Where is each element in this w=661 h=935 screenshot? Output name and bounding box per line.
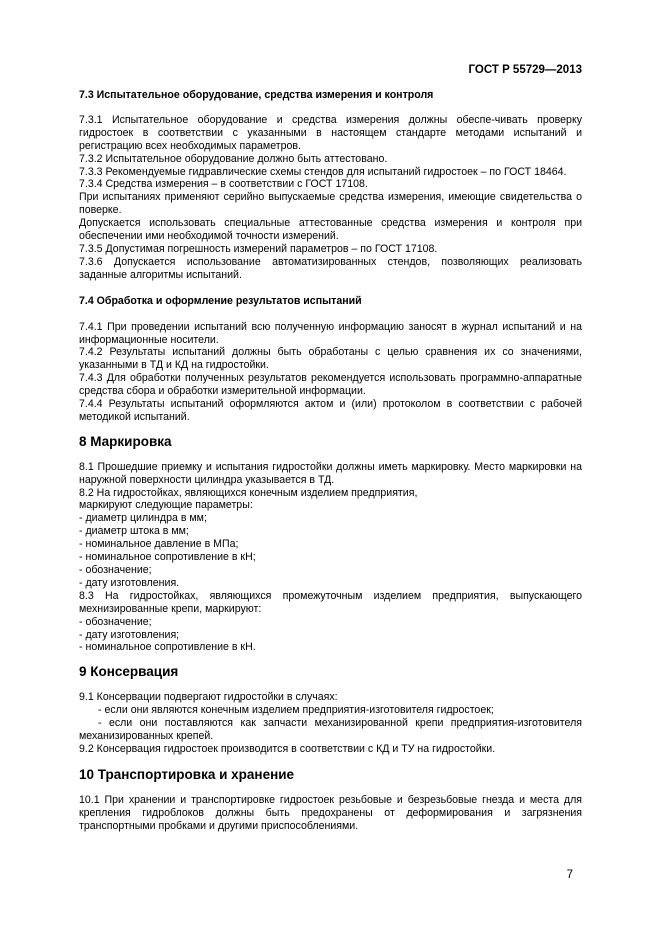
- paragraph-9-1-b-text: - если они поставляются как запчасти механизированной крепи предприятия-изготовителя механизированных крепей.: [79, 717, 582, 742]
- list-item: - номинальное сопротивление в кН.: [79, 641, 256, 654]
- paragraph-8-2-text: 8.2 На гидростойках, являющихся конечным изделием предприятия,: [79, 486, 418, 499]
- paragraph-7-4-2: [79, 346, 582, 372]
- paragraph-7-3-5-text: 7.3.5 Допустимая погрешность измерений параметров – по ГОСТ 17108.: [79, 242, 438, 255]
- paragraph-7-4-3-text: 7.4.3 Для обработки полученных результатов рекомендуется использовать программно-аппаратные средства сбора и обработки измерительной информации.: [79, 372, 582, 398]
- paragraph-7-3-3: [79, 166, 582, 179]
- section-10-title: 10 Транспортировка и хранение: [79, 766, 295, 782]
- paragraph-9-1-a-text: - если они являются конечным изделием предприятия-изготовителя гидростоек;: [98, 704, 494, 717]
- section-8-title: 8 Маркировка: [79, 433, 172, 449]
- subsection-7-3-title: 7.3 Испытательное оборудование, средства измерения и контроля: [79, 89, 434, 101]
- paragraph-7-3-3-text: 7.3.3 Рекомендуемые гидравлические схемы стендов для испытаний гидростоек – по ГОСТ 18464.: [79, 165, 567, 178]
- paragraph-7-4-2-text: 7.4.2 Результаты испытаний должны быть обработаны с целью сравнения их со значениями, указанными в ТД и КД на гидростойки.: [79, 346, 582, 372]
- list-item: - обозначение;: [79, 564, 152, 576]
- paragraph-7-4-1-text: 7.4.1 При проведении испытаний всю полученную информацию заносят в журнал испытаний и на информационные носители.: [79, 320, 582, 346]
- list-item: - обозначение;: [79, 615, 152, 628]
- list-item: - номинальное давление в МПа;: [79, 538, 239, 551]
- paragraph-7-3-4-a: [79, 191, 582, 217]
- paragraph-7-3-2-text: 7.3.2 Испытательное оборудование должно быть аттестовано.: [79, 152, 388, 165]
- paragraph-9-1: [79, 691, 582, 704]
- paragraph-8-3-text: 8.3 На гидростойках, являющихся промежуточным изделием предприятия, выпускающего мехнизированные крепи, маркируют:: [79, 589, 582, 615]
- paragraph-7-3-6: [79, 256, 582, 282]
- paragraph-10-1-text: 10.1 При хранении и транспортировке гидростоек резьбовые и безрезьбовые гнезда и места для крепления гидроблоков должны быть предохранены от деформирования и загрязнения транспортными пробками и другими приспособлениями.: [79, 793, 582, 832]
- paragraph-7-3-5: [79, 243, 582, 256]
- standard-header: ГОСТ Р 55729—2013: [468, 64, 582, 76]
- paragraph-7-3-4-b: [79, 217, 582, 243]
- paragraph-7-3-1: [79, 114, 582, 153]
- paragraph-9-2-text: 9.2 Консервация гидростоек производится в соответствии с КД и ТУ на гидростойки.: [79, 742, 496, 755]
- page-number: 7: [566, 869, 573, 881]
- list-item: - диаметр штока в мм;: [79, 525, 189, 538]
- list-item: - дату изготовления.: [79, 576, 180, 589]
- paragraph-8-2-a-text: маркируют следующие параметры:: [79, 499, 253, 512]
- paragraph-7-4-3: [79, 372, 582, 398]
- list-item: - диаметр цилиндра в мм;: [79, 512, 207, 525]
- document-body: [79, 86, 582, 832]
- list-item: - дату изготовления;: [79, 628, 180, 641]
- paragraph-8-3: [79, 590, 582, 616]
- list-item: - номинальное сопротивление в кН;: [79, 551, 256, 564]
- paragraph-9-1-text: 9.1 Консервации подвергают гидростойки в случаях:: [79, 691, 338, 704]
- paragraph-7-3-1-text: 7.3.1 Испытательное оборудование и средства измерения должны обеспе-чивать проверку гидростоек в соответствии с указанными в настоящем стандарте методами испытаний и регистрацию всех необходимых параметров.: [79, 113, 582, 152]
- paragraph-8-2-a: [79, 499, 582, 512]
- paragraph-7-4-4-text: 7.4.4 Результаты испытаний оформляются актом и (или) протоколом в соответствии с рабочей методикой испытаний.: [79, 398, 582, 423]
- paragraph-7-4-4: [79, 398, 582, 424]
- paragraph-7-3-2: [79, 153, 582, 166]
- section-9-title: 9 Консервация: [79, 664, 179, 680]
- paragraph-7-3-4-text: 7.3.4 Средства измерения – в соответствии с ГОСТ 17108.: [79, 178, 368, 191]
- paragraph-9-1-a: [79, 704, 582, 717]
- paragraph-7-3-4: [79, 178, 582, 191]
- paragraph-10-1: [79, 794, 582, 833]
- paragraph-7-3-6-text: 7.3.6 Допускается использование автоматизированных стендов, позволяющих реализовать заданные алгоритмы испытаний.: [79, 255, 582, 281]
- paragraph-8-1-text: 8.1 Прошедшие приемку и испытания гидростойки должны иметь маркировку. Место маркировки на наружной поверхности цилиндра указывается в ТД.: [79, 460, 582, 486]
- paragraph-8-1: [79, 461, 582, 487]
- paragraph-9-2: [79, 743, 582, 756]
- subsection-7-4-title: 7.4 Обработка и оформление результатов испытаний: [79, 294, 362, 307]
- paragraph-8-2: [79, 487, 582, 500]
- paragraph-7-3-4-b-text: Допускается использовать специальные аттестованные средства измерения и контроля при обеспечении ими необходимой точности измерений.: [79, 217, 582, 243]
- paragraph-7-4-1: [79, 321, 582, 347]
- paragraph-9-1-b: [79, 717, 582, 743]
- paragraph-7-3-4-a-text: При испытаниях применяют серийно выпускаемые средства измерения, имеющие свидетельства о поверке.: [79, 191, 582, 217]
